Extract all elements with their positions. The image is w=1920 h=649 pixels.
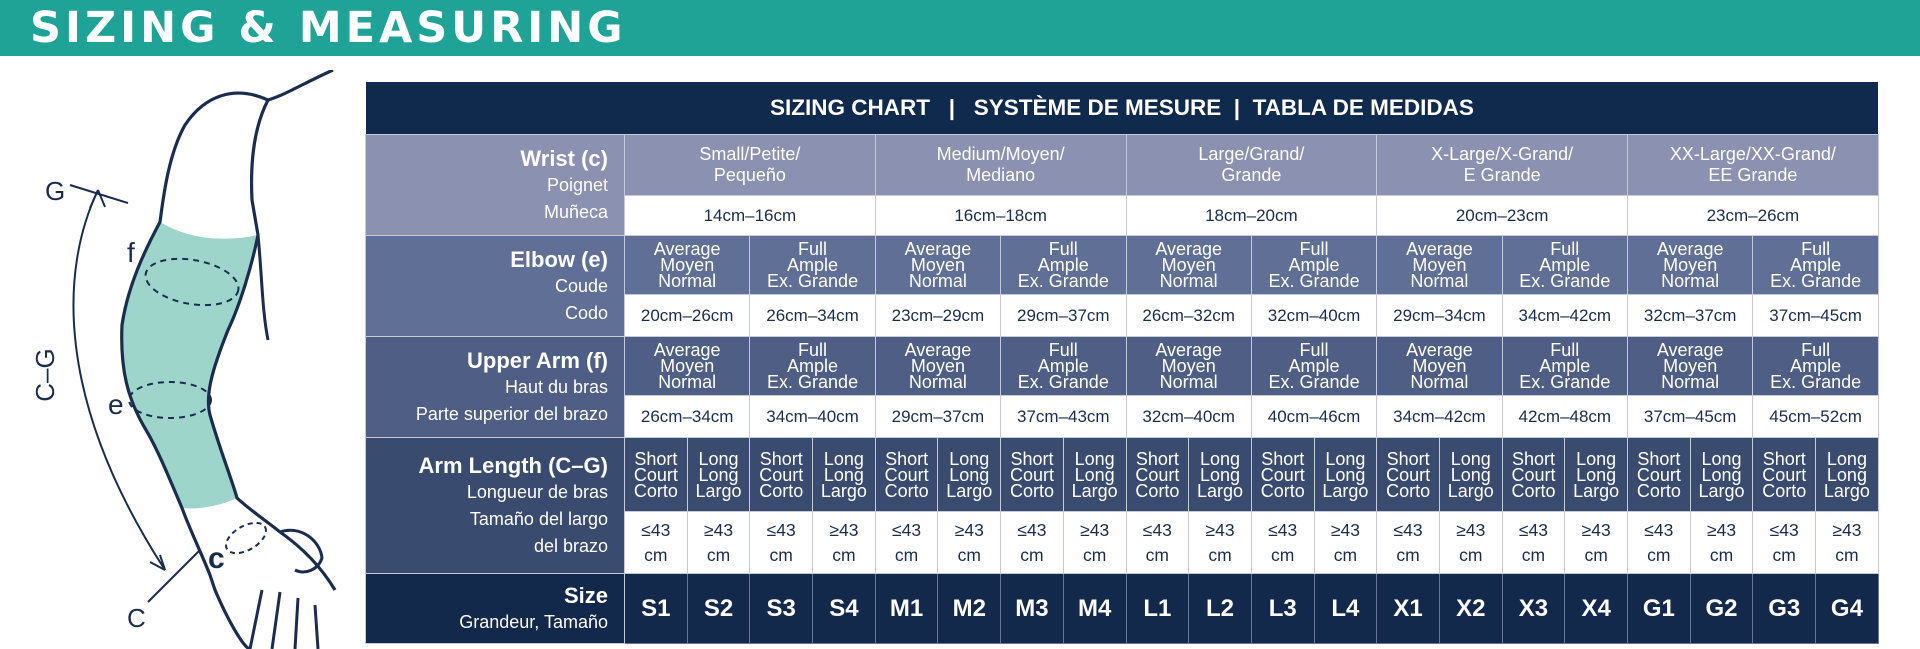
elbow-value: 34cm–42cm: [1502, 295, 1627, 337]
size-code: S3: [750, 574, 813, 644]
wrist-category: XX-Large/XX-Grand/ EE Grande: [1628, 135, 1879, 196]
wrist-label-cell: [366, 135, 625, 236]
size-code: L3: [1251, 574, 1314, 644]
hand-outline: [250, 590, 318, 649]
fit-full: Full Ample Ex. Grande: [1251, 337, 1376, 396]
label-c: c: [208, 542, 225, 575]
size-code: G2: [1690, 574, 1753, 644]
length-long: Long Long Largo: [687, 438, 750, 512]
upper-arm-value: 29cm–37cm: [875, 396, 1000, 438]
upper-arm-value: 42cm–48cm: [1502, 396, 1627, 438]
fit-average: Average Moyen Normal: [625, 236, 750, 295]
fit-full: Full Ample Ex. Grande: [750, 236, 875, 295]
wrist-label-fr: Poignet: [546, 174, 608, 195]
length-long: Long Long Largo: [1063, 438, 1126, 512]
upper-arm-value: 40cm–46cm: [1251, 396, 1376, 438]
elbow-value: 32cm–40cm: [1251, 295, 1376, 337]
size-code: S4: [813, 574, 876, 644]
fit-average: Average Moyen Normal: [1126, 236, 1251, 295]
length-long: Long Long Largo: [1690, 438, 1753, 512]
arm-length-label-es-2: del brazo: [533, 535, 608, 556]
length-short-value: ≤43 cm: [1628, 512, 1691, 574]
wrist-range: 18cm–20cm: [1126, 196, 1377, 236]
elbow-label-es: Codo: [564, 302, 608, 323]
label-arm-length: C–G: [30, 348, 60, 402]
upper-arm-value: 37cm–45cm: [1628, 396, 1753, 438]
elbow-value: 37cm–45cm: [1753, 295, 1878, 337]
fit-full: Full Ample Ex. Grande: [1502, 236, 1627, 295]
wrist-category: X-Large/X-Grand/ E Grande: [1377, 135, 1628, 196]
wrist-category: Medium/Moyen/ Mediano: [875, 135, 1126, 196]
fit-average: Average Moyen Normal: [625, 337, 750, 396]
size-code: M1: [875, 574, 938, 644]
length-long: Long Long Largo: [938, 438, 1001, 512]
length-long-value: ≥43 cm: [687, 512, 750, 574]
length-long-value: ≥43 cm: [1314, 512, 1377, 574]
length-short-value: ≤43 cm: [1126, 512, 1189, 574]
size-label: Size: [563, 582, 608, 608]
size-code: X4: [1565, 574, 1628, 644]
c-tick: [148, 550, 200, 602]
upper-arm-value: 34cm–42cm: [1377, 396, 1502, 438]
label-e: e: [108, 389, 124, 420]
arm-length-label-cell: [366, 438, 625, 574]
size-code: L4: [1314, 574, 1377, 644]
fit-average: Average Moyen Normal: [875, 236, 1000, 295]
compression-sleeve: [122, 222, 258, 509]
length-long-value: ≥43 cm: [1565, 512, 1628, 574]
elbow-label-cell: [366, 236, 625, 337]
arm-length-label-fr: Longueur de bras: [466, 481, 608, 502]
fit-full: Full Ample Ex. Grande: [1001, 236, 1126, 295]
wrist-ellipse: [221, 517, 271, 560]
upper-arm-value: 32cm–40cm: [1126, 396, 1251, 438]
size-code: G4: [1816, 574, 1879, 644]
fit-full: Full Ample Ex. Grande: [1753, 236, 1878, 295]
length-short-value: ≤43 cm: [1753, 512, 1816, 574]
title-banner: [0, 0, 1920, 56]
sizing-chart-header: SIZING CHART | SYSTÈME DE MESURE | TABLA DE MEDIDAS: [366, 82, 1879, 135]
wrist-range: 20cm–23cm: [1377, 196, 1628, 236]
upper-arm-label-es: Parte superior del brazo: [415, 403, 608, 424]
size-code: X1: [1377, 574, 1440, 644]
size-code: S2: [687, 574, 750, 644]
elbow-label-fr: Coude: [554, 275, 608, 296]
wrist-category: Large/Grand/ Grande: [1126, 135, 1377, 196]
length-long-value: ≥43 cm: [1189, 512, 1252, 574]
fit-full: Full Ample Ex. Grande: [1502, 337, 1627, 396]
length-long-value: ≥43 cm: [813, 512, 876, 574]
length-short-value: ≤43 cm: [875, 512, 938, 574]
elbow-label: Elbow (e): [510, 246, 608, 272]
length-short-value: ≤43 cm: [1502, 512, 1565, 574]
fit-average: Average Moyen Normal: [1377, 337, 1502, 396]
label-f: f: [127, 237, 135, 268]
size-code: M3: [1001, 574, 1064, 644]
length-short-value: ≤43 cm: [625, 512, 688, 574]
size-label-cell: [366, 574, 625, 644]
elbow-value: 26cm–32cm: [1126, 295, 1251, 337]
length-long-value: ≥43 cm: [1439, 512, 1502, 574]
size-code: M4: [1063, 574, 1126, 644]
length-short: Short Court Corto: [1628, 438, 1691, 512]
elbow-value: 29cm–34cm: [1377, 295, 1502, 337]
size-code: G3: [1753, 574, 1816, 644]
g-tick: [70, 185, 128, 203]
length-short-value: ≤43 cm: [1377, 512, 1440, 574]
arm-length-label: Arm Length (C–G): [418, 452, 608, 478]
upper-arm-value: 34cm–40cm: [750, 396, 875, 438]
upper-arm-label-fr: Haut du bras: [504, 376, 608, 397]
wrist-range: 14cm–16cm: [625, 196, 876, 236]
length-long-value: ≥43 cm: [1690, 512, 1753, 574]
wrist-label-es: Muñeca: [543, 201, 608, 222]
length-short: Short Court Corto: [1251, 438, 1314, 512]
length-long: Long Long Largo: [1314, 438, 1377, 512]
wrist-category: Small/Petite/ Pequeño: [625, 135, 876, 196]
fit-full: Full Ample Ex. Grande: [1753, 337, 1878, 396]
elbow-value: 23cm–29cm: [875, 295, 1000, 337]
fit-average: Average Moyen Normal: [1377, 236, 1502, 295]
length-short: Short Court Corto: [1126, 438, 1189, 512]
size-code: G1: [1628, 574, 1691, 644]
length-long: Long Long Largo: [813, 438, 876, 512]
fit-full: Full Ample Ex. Grande: [750, 337, 875, 396]
length-short: Short Court Corto: [1377, 438, 1440, 512]
fit-full: Full Ample Ex. Grande: [1001, 337, 1126, 396]
upper-arm-value: 26cm–34cm: [625, 396, 750, 438]
length-short: Short Court Corto: [750, 438, 813, 512]
upper-arm-value: 37cm–43cm: [1001, 396, 1126, 438]
wrist-label: Wrist (c): [520, 145, 608, 171]
wrist-range: 23cm–26cm: [1628, 196, 1879, 236]
label-c-outer: C: [127, 603, 146, 633]
length-long: Long Long Largo: [1189, 438, 1252, 512]
upper-arm-label: Upper Arm (f): [467, 347, 608, 373]
length-long: Long Long Largo: [1816, 438, 1879, 512]
length-long-value: ≥43 cm: [1063, 512, 1126, 574]
wrist-range: 16cm–18cm: [875, 196, 1126, 236]
elbow-value: 26cm–34cm: [750, 295, 875, 337]
size-code: L2: [1189, 574, 1252, 644]
size-code: L1: [1126, 574, 1189, 644]
length-short: Short Court Corto: [1753, 438, 1816, 512]
arm-length-label-es: Tamaño del largo: [469, 508, 608, 529]
size-label-sub: Grandeur, Tamaño: [459, 611, 608, 632]
fit-average: Average Moyen Normal: [875, 337, 1000, 396]
elbow-value: 29cm–37cm: [1001, 295, 1126, 337]
length-long-value: ≥43 cm: [1816, 512, 1879, 574]
length-short: Short Court Corto: [875, 438, 938, 512]
length-long-value: ≥43 cm: [938, 512, 1001, 574]
sizing-chart: [365, 82, 1879, 644]
torso-edge: [258, 235, 268, 340]
length-short-value: ≤43 cm: [1001, 512, 1064, 574]
elbow-value: 20cm–26cm: [625, 295, 750, 337]
label-g: G: [45, 176, 66, 206]
length-short: Short Court Corto: [1001, 438, 1064, 512]
length-long: Long Long Largo: [1439, 438, 1502, 512]
arm-illustration: [0, 70, 360, 649]
fit-average: Average Moyen Normal: [1628, 337, 1753, 396]
length-short-value: ≤43 cm: [750, 512, 813, 574]
size-code: X3: [1502, 574, 1565, 644]
length-short-value: ≤43 cm: [1251, 512, 1314, 574]
fit-average: Average Moyen Normal: [1628, 236, 1753, 295]
arm-outline-back: [208, 100, 335, 590]
size-code: S1: [625, 574, 688, 644]
elbow-value: 32cm–37cm: [1628, 295, 1753, 337]
page-title: SIZING & MEASURING: [30, 3, 627, 53]
length-short: Short Court Corto: [625, 438, 688, 512]
length-long: Long Long Largo: [1565, 438, 1628, 512]
upper-arm-value: 45cm–52cm: [1753, 396, 1878, 438]
fit-full: Full Ample Ex. Grande: [1251, 236, 1376, 295]
upper-arm-label-cell: [366, 337, 625, 438]
length-short: Short Court Corto: [1502, 438, 1565, 512]
size-code: X2: [1439, 574, 1502, 644]
fit-average: Average Moyen Normal: [1126, 337, 1251, 396]
size-code: M2: [938, 574, 1001, 644]
